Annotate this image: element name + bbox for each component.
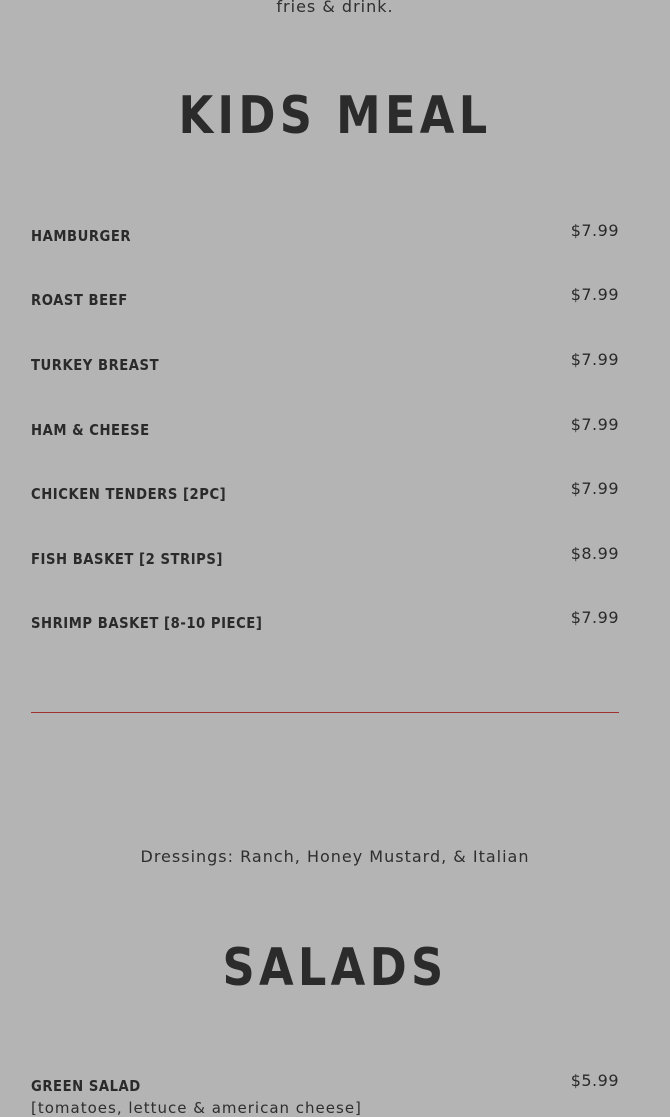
menu-item-price: $5.99 xyxy=(570,1071,619,1090)
menu-item-price: $7.99 xyxy=(570,415,619,434)
menu-item-hamburger xyxy=(31,221,619,251)
menu-item-green-salad xyxy=(31,1071,619,1117)
menu-item-price: $8.99 xyxy=(570,544,619,563)
kids-meal-intro-text: fries & drink. xyxy=(276,0,394,16)
section-divider xyxy=(31,712,619,713)
menu-item-price: $7.99 xyxy=(570,350,619,369)
menu-item-name: HAMBURGER xyxy=(31,227,132,245)
menu-item-price: $7.99 xyxy=(570,479,619,498)
menu-item-name: HAM & CHEESE xyxy=(31,421,150,439)
menu-item-name: ROAST BEEF xyxy=(31,291,128,309)
menu-item-name: GREEN SALAD xyxy=(31,1077,141,1095)
menu-item-name: TURKEY BREAST xyxy=(31,356,160,374)
menu-item-price: $7.99 xyxy=(570,608,619,627)
menu-item-description: [tomatoes, lettuce & american cheese] xyxy=(31,1099,362,1117)
menu-item-roast-beef xyxy=(31,285,619,315)
dressings-note: Dressings: Ranch, Honey Mustard, & Italian xyxy=(140,847,530,866)
salads-title: SALADS xyxy=(222,938,448,998)
kids-meal-title: KIDS MEAL xyxy=(178,86,492,146)
menu-item-shrimp-basket xyxy=(31,608,619,638)
menu-item-name: CHICKEN TENDERS [2PC] xyxy=(31,485,227,503)
menu-item-chicken-tenders xyxy=(31,479,619,509)
menu-item-turkey-breast xyxy=(31,350,619,380)
menu-item-price: $7.99 xyxy=(570,221,619,240)
menu-item-price: $7.99 xyxy=(570,285,619,304)
menu-item-name: SHRIMP BASKET [8-10 PIECE] xyxy=(31,614,263,632)
menu-item-fish-basket xyxy=(31,544,619,574)
menu-item-ham-cheese xyxy=(31,415,619,445)
menu-item-name: FISH BASKET [2 STRIPS] xyxy=(31,550,223,568)
